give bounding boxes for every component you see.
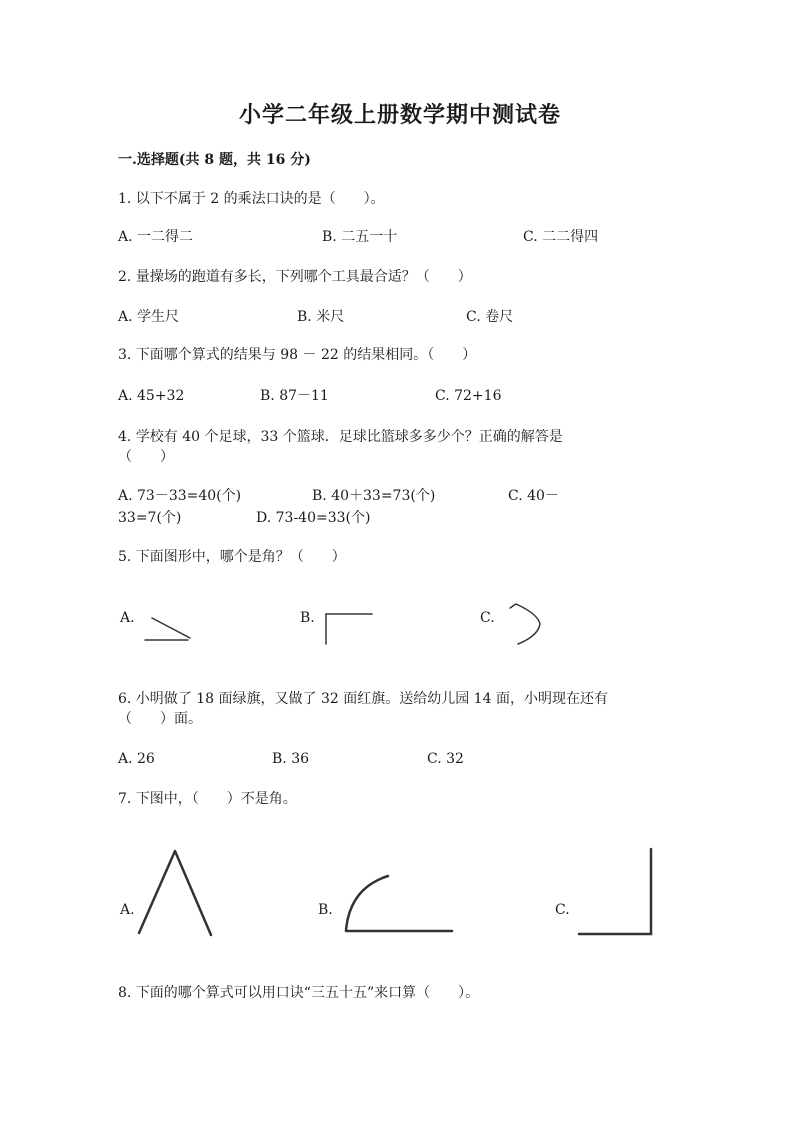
q5-label-c: C. <box>480 610 495 626</box>
q7-label-a: A. <box>120 902 135 918</box>
q6-option-b: B. 36 <box>272 751 310 767</box>
question-6-blank: （ ）面。 <box>118 711 202 727</box>
q4-option-d: D. 73-40=33(个) <box>256 510 371 526</box>
q4-option-a: A. 73－33=40(个) <box>118 488 242 504</box>
page-title: 小学二年级上册数学期中测试卷 <box>238 102 561 128</box>
q4-option-c-cont: 33=7(个) <box>118 510 182 526</box>
question-4-blank: （ ） <box>118 449 174 465</box>
q5-label-a: A. <box>120 610 135 626</box>
q7-label-c: C. <box>555 902 570 918</box>
q5-figure-c <box>500 600 550 650</box>
q7-figure-b <box>340 870 460 940</box>
question-5: 5. 下面图形中，哪个是角？（ ） <box>118 549 346 565</box>
question-3: 3. 下面哪个算式的结果与 98 － 22 的结果相同。（ ） <box>118 347 477 363</box>
q1-option-a: A. 一二得二 <box>118 229 194 245</box>
q5-label-b: B. <box>300 610 315 626</box>
question-7: 7. 下图中，（ ）不是角。 <box>118 791 297 807</box>
q4-option-c: C. 40－ <box>508 488 559 504</box>
q5-figure-a <box>140 612 200 647</box>
q1-option-c: C. 二二得四 <box>523 229 599 245</box>
section-heading: 一.选择题(共 8 题，共 16 分) <box>118 152 311 168</box>
q2-option-b: B. 米尺 <box>297 309 345 325</box>
q5-figure-b <box>320 610 380 650</box>
question-2: 2. 量操场的跑道有多长，下列哪个工具最合适？（ ） <box>118 269 472 285</box>
q7-figure-a <box>135 845 225 940</box>
q3-option-a: A. 45+32 <box>118 388 185 404</box>
q6-option-c: C. 32 <box>427 751 464 767</box>
q2-option-c: C. 卷尺 <box>466 309 514 325</box>
q4-option-b: B. 40＋33=73(个) <box>312 488 436 504</box>
question-4: 4. 学校有 40 个足球，33 个篮球．足球比篮球多多少个？正确的解答是 <box>118 429 563 445</box>
q6-option-a: A. 26 <box>118 751 155 767</box>
q2-option-a: A. 学生尺 <box>118 309 180 325</box>
q3-option-b: B. 87－11 <box>260 388 329 404</box>
q3-option-c: C. 72+16 <box>435 388 502 404</box>
question-1: 1. 以下不属于 2 的乘法口诀的是（ ）。 <box>118 191 385 207</box>
q7-label-b: B. <box>318 902 333 918</box>
q1-option-b: B. 二五一十 <box>322 229 398 245</box>
q7-figure-c <box>575 845 665 940</box>
question-6: 6. 小明做了 18 面绿旗，又做了 32 面红旗。送给幼儿园 14 面，小明现在还有 <box>118 691 608 707</box>
question-8: 8. 下面的哪个算式可以用口诀“三五十五”来口算（ ）。 <box>118 985 480 1001</box>
